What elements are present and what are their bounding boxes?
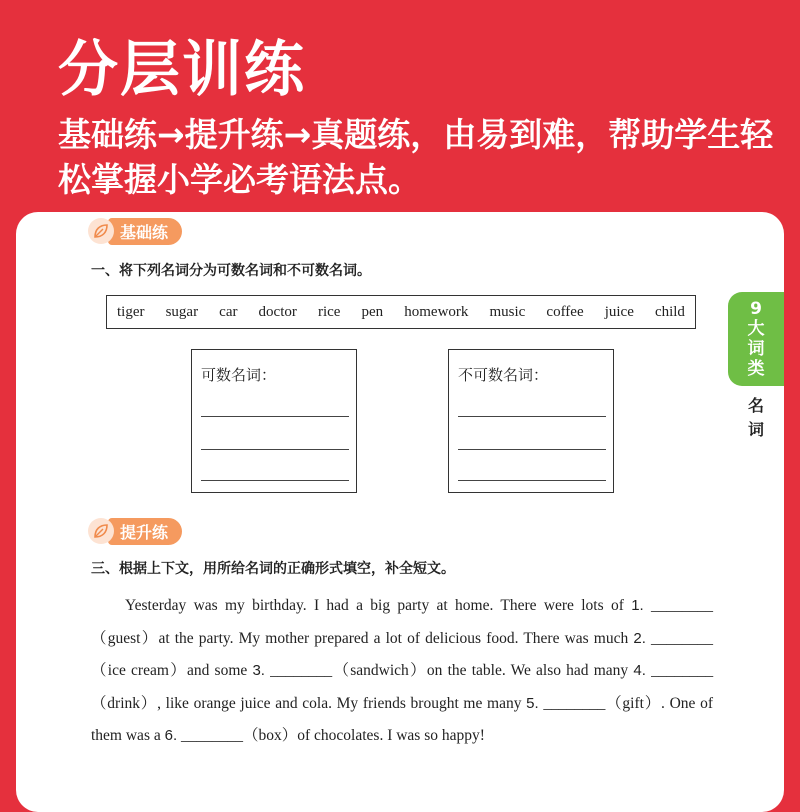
uncountable-box-title: 不可数名词： bbox=[458, 366, 549, 384]
word-item: car bbox=[219, 303, 238, 320]
chapter-side-label bbox=[742, 394, 770, 442]
leaf-icon bbox=[88, 518, 114, 544]
passage-text: ________（box）of chocolates. I was so happy! bbox=[181, 727, 485, 744]
word-item: coffee bbox=[546, 303, 584, 320]
chapter-text: 类 bbox=[747, 359, 765, 379]
chapter-text: 大 bbox=[747, 319, 765, 339]
banner-subtitle: 基础练→提升练→真题练，由易到难，帮助学生轻松掌握小学必考语法点。 bbox=[58, 115, 774, 199]
passage-text: ________（gift）. One of them was a bbox=[91, 694, 713, 744]
answer-line[interactable] bbox=[458, 480, 606, 481]
answer-line[interactable] bbox=[201, 416, 349, 417]
chapter-text: 词 bbox=[747, 339, 765, 359]
workbook-page bbox=[16, 212, 784, 812]
word-item: homework bbox=[404, 303, 469, 320]
cloze-passage bbox=[91, 590, 713, 753]
section-tag-basic bbox=[88, 217, 182, 245]
countable-answer-box bbox=[191, 349, 357, 493]
question-three: 三、根据上下文，用所给名词的正确形式填空，补全短文。 bbox=[91, 561, 455, 577]
countable-box-title: 可数名词： bbox=[201, 366, 277, 384]
passage-text: Yesterday was my birthday. I had a big party at home. There were lots of bbox=[125, 597, 624, 614]
passage-text: ________（guest）at the party. My mother prepared a lot of delicious food. There was much bbox=[91, 597, 714, 647]
word-item: tiger bbox=[117, 303, 145, 320]
chapter-side-tab[interactable] bbox=[728, 292, 784, 386]
word-item: juice bbox=[604, 303, 634, 320]
section-tag-label: 提升练 bbox=[108, 518, 182, 545]
word-bank bbox=[106, 295, 696, 329]
blank-number: 2. bbox=[633, 629, 646, 647]
word-item: doctor bbox=[258, 303, 297, 320]
answer-line[interactable] bbox=[458, 416, 606, 417]
blank-number: 6. bbox=[164, 727, 178, 744]
uncountable-answer-box bbox=[448, 349, 614, 493]
word-item: music bbox=[489, 303, 526, 320]
blank-number: 4. bbox=[633, 662, 646, 679]
answer-line[interactable] bbox=[201, 449, 349, 450]
side-label-char: 词 bbox=[747, 420, 764, 439]
blank-number: 5. bbox=[526, 694, 539, 712]
side-label-char: 名 bbox=[747, 396, 764, 415]
word-item: child bbox=[654, 303, 685, 320]
question-one: 一、将下列名词分为可数名词和不可数名词。 bbox=[91, 263, 371, 279]
section-tag-label: 基础练 bbox=[108, 218, 182, 245]
answer-line[interactable] bbox=[201, 480, 349, 481]
passage-text: ________（sandwich）on the table. We also had many bbox=[270, 662, 629, 679]
section-tag-advanced bbox=[88, 517, 182, 545]
word-item: sugar bbox=[165, 303, 199, 320]
word-item: rice bbox=[317, 303, 341, 320]
chapter-number: 9 bbox=[750, 299, 762, 319]
banner-title: 分层训练 bbox=[58, 35, 306, 105]
passage-text: ________（drink）, like orange juice and cola. My friends brought me many bbox=[91, 662, 714, 712]
leaf-icon bbox=[88, 218, 114, 244]
passage-text: ________（ice cream）and some bbox=[91, 629, 714, 679]
answer-line[interactable] bbox=[458, 449, 606, 450]
word-item: pen bbox=[361, 303, 384, 320]
blank-number: 1. bbox=[631, 597, 644, 614]
blank-number: 3. bbox=[252, 662, 265, 679]
